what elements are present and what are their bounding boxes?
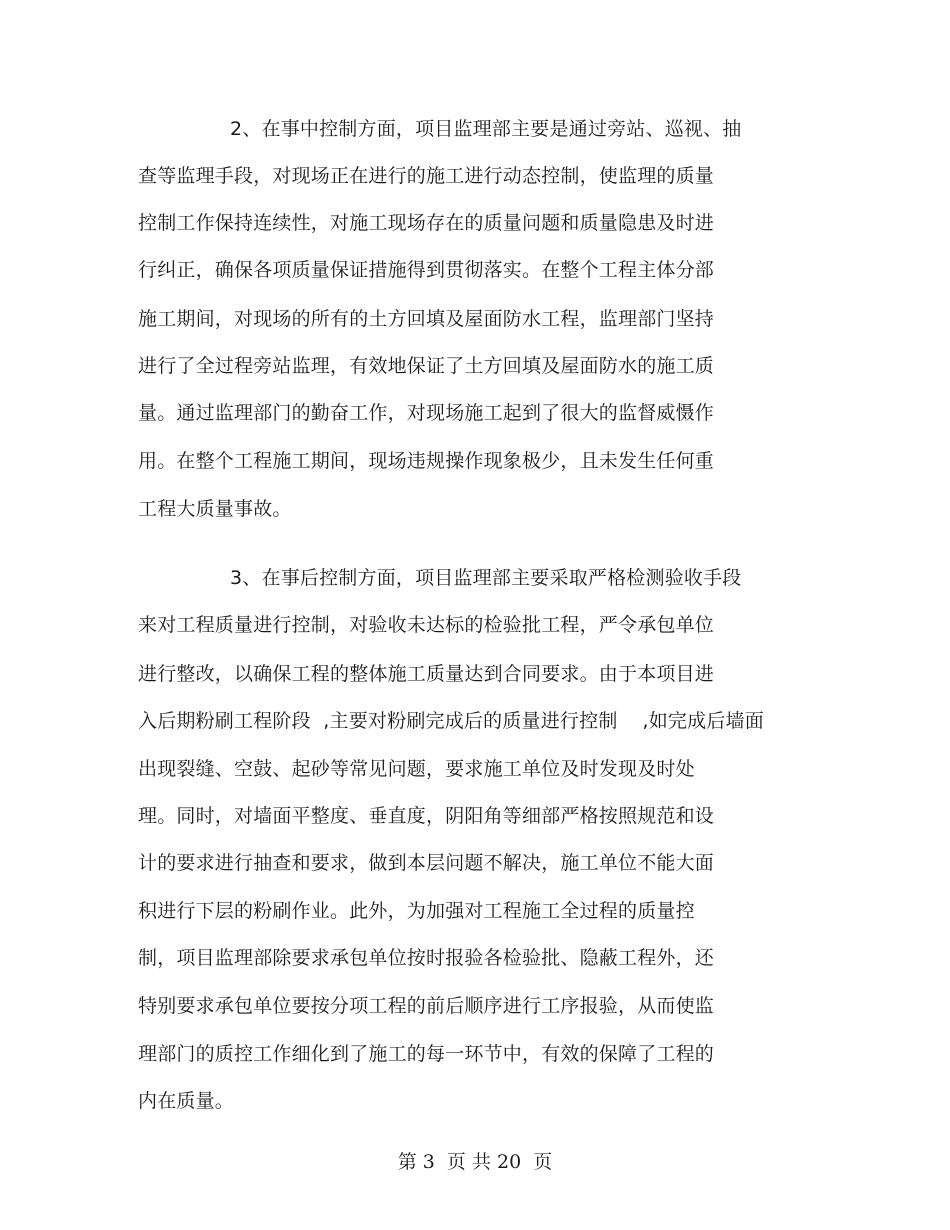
paragraph-2-line-11: 理部门的质控工作细化到了施工的每一环节中，有效的保障了工程的 [138, 1043, 715, 1065]
paragraph-2-line-8: 积进行下层的粉刷作业。此外，为加强对工程施工全过程的质量控 [138, 900, 695, 922]
paragraph-1-line-4: 行纠正，确保各项质量保证措施得到贯彻落实。在整个工程主体分部 [138, 259, 715, 281]
paragraph-1-line-9: 工程大质量事故。 [138, 498, 292, 520]
paragraph-2-line-2: 来对工程质量进行控制，对验收未达标的检验批工程，严令承包单位 [138, 614, 715, 636]
paragraph-2-line-5: 出现裂缝、空鼓、起砂等常见问题，要求施工单位及时发现及时处 [138, 758, 695, 780]
paragraph-2-line-7: 计的要求进行抽查和要求，做到本层问题不解决，施工单位不能大面 [138, 852, 715, 874]
page-number-footer: 第 3 页 共 20 页 [397, 1151, 553, 1173]
paragraph-1-line-6: 进行了全过程旁站监理，有效地保证了土方回填及屋面防水的施工质 [138, 355, 715, 377]
paragraph-2-line-10: 特别要求承包单位要按分项工程的前后顺序进行工序报验，从而使监 [138, 995, 715, 1017]
paragraph-1-line-2: 查等监理手段，对现场正在进行的施工进行动态控制，使监理的质量 [138, 165, 715, 187]
paragraph-2-line-3: 进行整改，以确保工程的整体施工质量达到合同要求。由于本项目进 [138, 663, 715, 685]
paragraph-1-line-5: 施工期间，对现场的所有的土方回填及屋面防水工程，监理部门坚持 [138, 308, 715, 330]
paragraph-1-line-3: 控制工作保持连续性，对施工现场存在的质量问题和质量隐患及时进 [138, 212, 715, 234]
paragraph-1-line-8: 用。在整个工程施工期间，现场违规操作现象极少，且未发生任何重 [138, 450, 715, 472]
paragraph-2-line-6: 理。同时，对墙面平整度、垂直度，阴阳角等细部严格按照规范和设 [138, 805, 715, 827]
paragraph-2-line-4: 入后期粉刷工程阶段 ,主要对粉刷完成后的质量进行控制 ,如完成后墙面 [138, 710, 764, 732]
paragraph-1-line-1: 2、在事中控制方面，项目监理部主要是通过旁站、巡视、抽 [230, 118, 742, 140]
paragraph-2-line-12: 内在质量。 [138, 1090, 235, 1112]
paragraph-2-line-9: 制，项目监理部除要求承包单位按时报验各检验批、隐蔽工程外，还 [138, 947, 715, 969]
paragraph-2-line-1: 3、在事后控制方面，项目监理部主要采取严格检测验收手段 [230, 567, 742, 589]
paragraph-1-line-7: 量。通过监理部门的勤奋工作，对现场施工起到了很大的监督威慑作 [138, 402, 715, 424]
